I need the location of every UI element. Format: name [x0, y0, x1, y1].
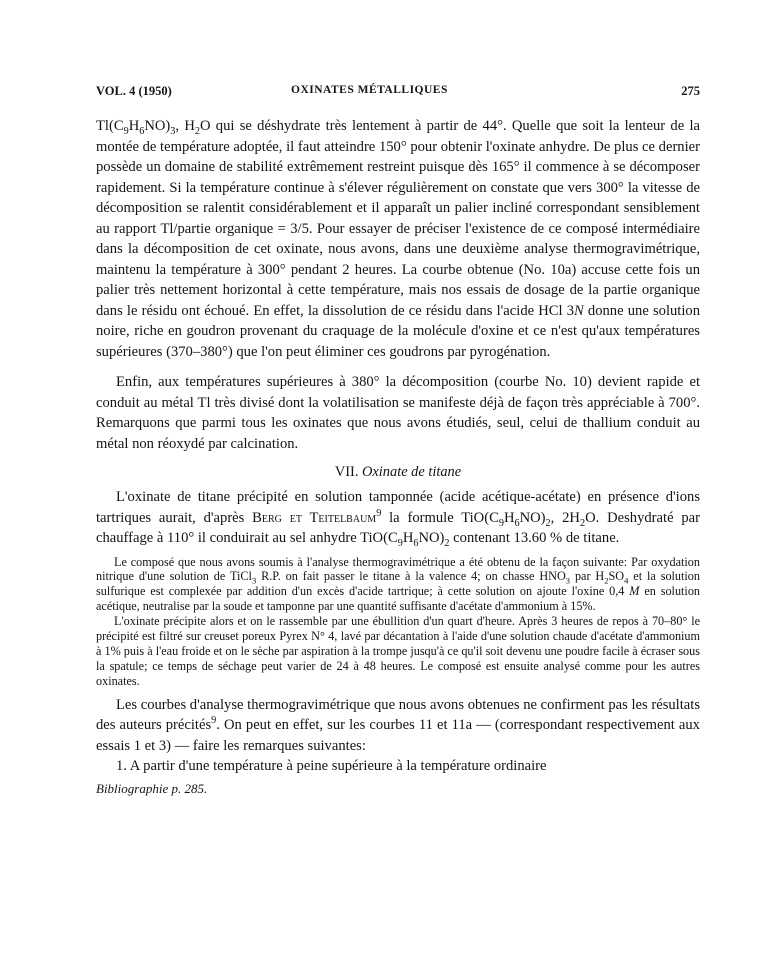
paragraph-thallium-decomposition: $Tl(C_9H_6NO)_3$, $H_2O$ qui se déshydrate très lentement à partir de 44°. Quelle que soit la lenteur de la montée de température adoptée, il faut atteindre 150° pour obtenir l'oxinate anhydre. De plus ce dernier possède un domaine de stabilité extrêmement restreint puisque dès 165° il commence à se décomposer rapidement. Si la température continue à s'élever régulièrement on constate que vers 300° la vitesse de décomposition se ralentit considérablement et il apparaît un palier incliné correspondant sensiblement au rapport Tl/partie organique = 3/5. Pour essayer de préciser l'existence de ce composé intermédiaire dans la décomposition de cet oxinate, nous avons, dans une deuxième analyse thermogravimétrique, maintenu la température à 300° pendant 2 heures. La courbe obtenue (No. 10a) accuse cette fois un palier très nettement horizontal à cette température, mais nos essais de dosage de la partie organique dans le résidu ont échoué. En effet, la dissolution de ce résidu dans l'acide HCl 3N donne une solution noire, riche en goudron provenant du craquage de la molécule d'oxine et ce n'est qu'aux températures supérieures (370–380°) que l'on peut éliminer ces goudrons par pyrogénation.: [96, 118, 700, 360]
running-title: OXINATES MÉTALLIQUES: [291, 84, 448, 96]
bibliography-note: Bibliographie p. 285.: [96, 780, 208, 796]
paragraph-curves-remarks: Les courbes d'analyse thermogravimétrique que nous avons obtenues ne confirment pas les résultats des auteurs précités$^9$. On peut en effet, sur les courbes 11 et 11a — (correspondant respectivement aux essais 1 et 3) — faire les remarques suivantes:: [96, 696, 700, 754]
running-header: [96, 84, 700, 102]
experimental-paragraph-precipitation: L'oxinate précipite alors et on le rassemble par une ébullition d'un quart d'heure. Après 3 heures de repos à 70–80° le précipité est filtré sur creuset poreux Pyrex N° 4, lavé par décantation à l'aide d'une solution chaude d'acétate d'ammonium à 1% puis à l'eau froide et on le sèche par aspiration à la trompe jusqu'à ce qu'il soit devenu une poudre facile à écraser sous la spatule; ce temps de séchage peut varier de 24 à 48 heures. Le composé est ensuite analysé comme pour les autres oxinates.: [96, 614, 700, 688]
section-title: Oxinate de titane: [362, 464, 462, 480]
paragraph-titanium-formula: L'oxinate de titane précipité en solution tamponnée (acide acétique-acétate) en présence d'ions tartriques aurait, d'après Berg et Teitelbaum$^9$ la formule $TiO(C_9H_6NO)_2$, $2H_2O$. Deshydraté par chauffage à 110° il conduirait au sel anhydre $TiO(C_9H_6NO)_2$ contenant 13.60 % de titane.: [96, 489, 700, 549]
experimental-paragraph-preparation: Le composé que nous avons soumis à l'analyse thermogravimétrique a été obtenu de la façon suivante: Par oxydation nitrique d'une solution de TiCl$_3$ R.P. on fait passer le titane à la valence 4; on chasse $HNO_3$ par $H_2SO_4$ et la solution sulfurique est complexée par addition d'un excès d'acide tartrique; à cette solution on ajoute l'oxine 0,4 M en solution acétique, neutralise par la soude et tamponne par une quantité suffisante d'acétate d'ammonium à 15%.: [96, 554, 701, 614]
paragraph-thallium-metal: Enfin, aux températures supérieures à 380° la décomposition (courbe No. 10) devient rapide et conduit au métal Tl très divisé dont la volatilisation se manifeste déjà de façon très appréciable à 700°. Remarquons que parmi tous les oxinates que nous avons étudiés, seul, celui de thallium conduit au métal non réoxydé par calcination.: [96, 374, 700, 452]
reference-marker: 9: [376, 507, 382, 519]
page-number: 275: [681, 84, 700, 98]
reference-marker: 9: [211, 715, 217, 727]
paragraph-numbered-remark: 1. A partir d'une température à peine supérieure à la température ordinaire: [116, 758, 547, 775]
section-number: VII.: [334, 464, 359, 480]
section-heading: [96, 464, 700, 481]
page: [96, 84, 700, 797]
volume-label: VOL. 4 (1950): [96, 84, 172, 98]
cited-authors: Berg et Teitelbaum: [252, 509, 377, 526]
